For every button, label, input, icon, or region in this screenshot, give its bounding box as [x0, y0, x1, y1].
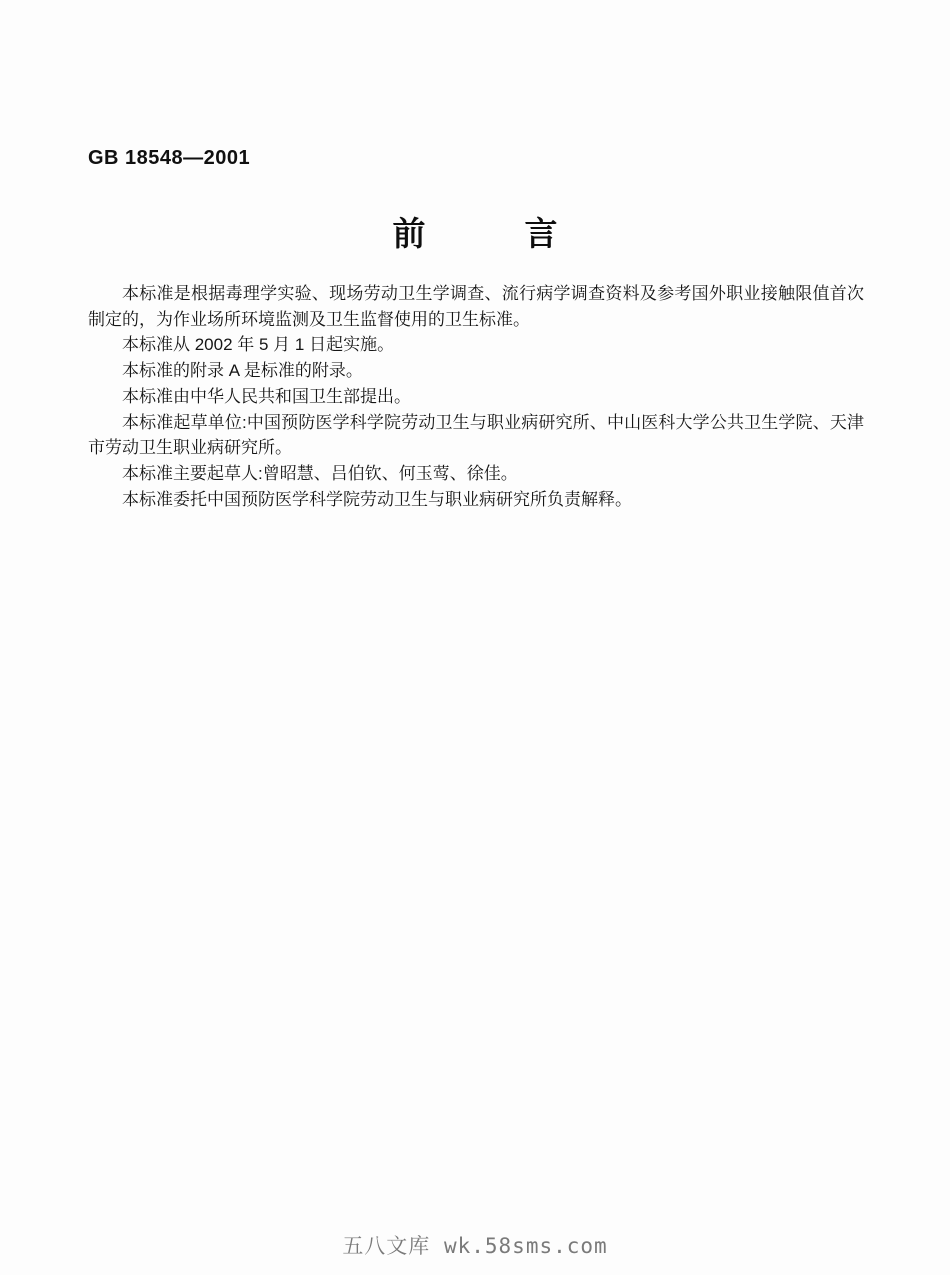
paragraph-drafting-organizations: 本标准起草单位:中国预防医学科学院劳动卫生与职业病研究所、中山医科大学公共卫生学院、天津市劳动卫生职业病研究所。 [88, 412, 864, 458]
paragraph-chief-drafters: 本标准主要起草人:曾昭慧、吕伯钦、何玉莺、徐佳。 [122, 463, 518, 483]
standard-number: GB 18548—2001 [88, 147, 251, 169]
paragraph-implementation-date: 本标准从 2002 年 5 月 1 日起实施。 [122, 335, 395, 355]
paragraph-scope: 本标准是根据毒理学实验、现场劳动卫生学调查、流行病学调查资料及参考国外职业接触限值首次制定的，为作业场所环境监测及卫生监督使用的卫生标准。 [88, 284, 864, 329]
paragraph-appendix-note: 本标准的附录 A 是标准的附录。 [122, 361, 363, 381]
paragraph-interpretation: 本标准委托中国预防医学科学院劳动卫生与职业病研究所负责解释。 [122, 489, 632, 509]
paragraph-proposed-by: 本标准由中华人民共和国卫生部提出。 [122, 386, 411, 406]
document-body [88, 281, 864, 512]
page-title: 前 言 [392, 215, 558, 252]
watermark-text: 五八文库 wk.58sms.com [342, 1234, 608, 1258]
